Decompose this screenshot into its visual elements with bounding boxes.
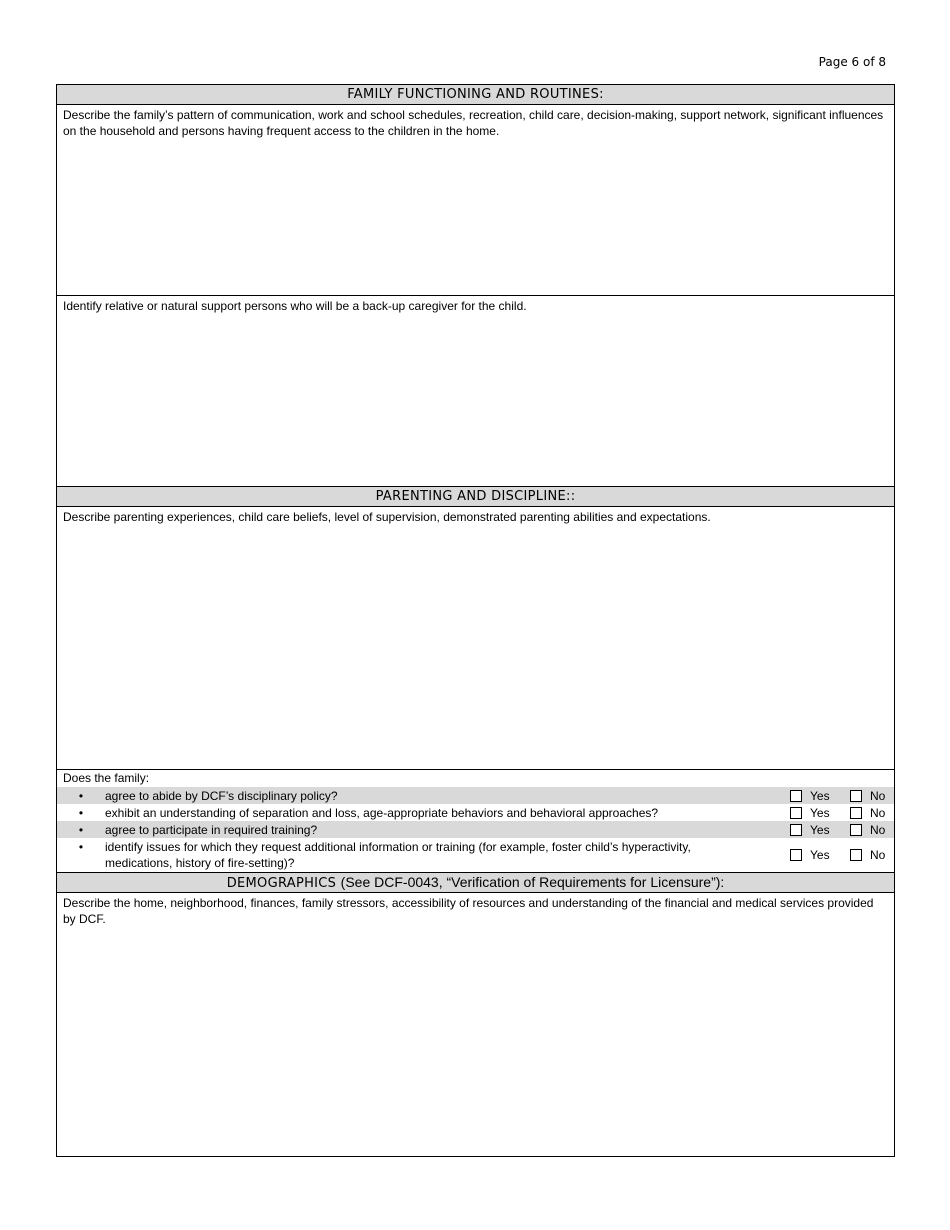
question-text: agree to abide by DCF’s disciplinary policy? [105, 788, 338, 803]
bullet-icon: • [78, 788, 84, 803]
yes-no-group [790, 847, 894, 863]
no-checkbox[interactable] [850, 807, 862, 819]
backup-caregiver-field[interactable] [57, 296, 894, 487]
yes-no-group [790, 788, 894, 804]
yes-checkbox[interactable] [790, 807, 802, 819]
no-checkbox[interactable] [850, 790, 862, 802]
yes-checkbox[interactable] [790, 790, 802, 802]
no-label: No [870, 805, 886, 820]
demographics-header-reference: (See DCF-0043, “Verification of Requirements for Licensure”): [340, 874, 725, 890]
question-row [57, 804, 894, 821]
demographics-field[interactable] [57, 893, 894, 1156]
bullet-icon: • [78, 840, 84, 854]
section-header-parenting: PARENTING AND DISCIPLINE:: [57, 487, 894, 507]
yes-label: Yes [810, 848, 830, 862]
yes-checkbox[interactable] [790, 849, 802, 861]
yes-label: Yes [810, 805, 830, 820]
parenting-experience-prompt: Describe parenting experiences, child care beliefs, level of supervision, demonstrated parenting abilities and expectations. [63, 510, 711, 524]
demographics-prompt: Describe the home, neighborhood, finances, family stressors, accessibility of resources and understanding of the financial and medical services provided by DCF. [63, 896, 874, 926]
yes-checkbox[interactable] [790, 824, 802, 836]
yes-no-group [790, 822, 894, 838]
no-label: No [870, 788, 886, 803]
question-row [57, 787, 894, 804]
home-study-form-page [56, 84, 895, 1157]
section-header-demographics [57, 873, 894, 893]
demographics-header-title: DEMOGRAPHICS [226, 876, 341, 891]
family-questions [57, 770, 894, 873]
no-label: No [870, 822, 886, 837]
question-row [57, 838, 894, 872]
no-checkbox[interactable] [850, 849, 862, 861]
family-pattern-prompt: Describe the family’s pattern of communication, work and school schedules, recreation, child care, decision-making, support network, significant influences on the household and persons having frequent access to the children in the home. [63, 108, 884, 138]
yes-no-group [790, 805, 894, 821]
question-row [57, 821, 894, 838]
yes-label: Yes [810, 822, 830, 837]
questions-intro: Does the family: [63, 771, 150, 785]
question-text: agree to participate in required training? [105, 822, 318, 837]
family-pattern-field[interactable] [57, 105, 894, 296]
bullet-icon: • [78, 805, 84, 820]
backup-caregiver-prompt: Identify relative or natural support persons who will be a back-up caregiver for the child. [63, 299, 527, 313]
no-label: No [870, 848, 886, 862]
parenting-experience-field[interactable] [57, 507, 894, 770]
no-checkbox[interactable] [850, 824, 862, 836]
yes-label: Yes [810, 788, 830, 803]
section-header-family-functioning: FAMILY FUNCTIONING AND ROUTINES: [57, 85, 894, 105]
bullet-icon: • [78, 822, 84, 837]
question-text: exhibit an understanding of separation and loss, age-appropriate behaviors and behavioral approaches? [105, 805, 659, 820]
question-text: identify issues for which they request additional information or training (for example, foster child’s hyperactivity, medications, history of fire-setting)? [105, 840, 691, 870]
page-number: Page 6 of 8 [818, 55, 886, 69]
